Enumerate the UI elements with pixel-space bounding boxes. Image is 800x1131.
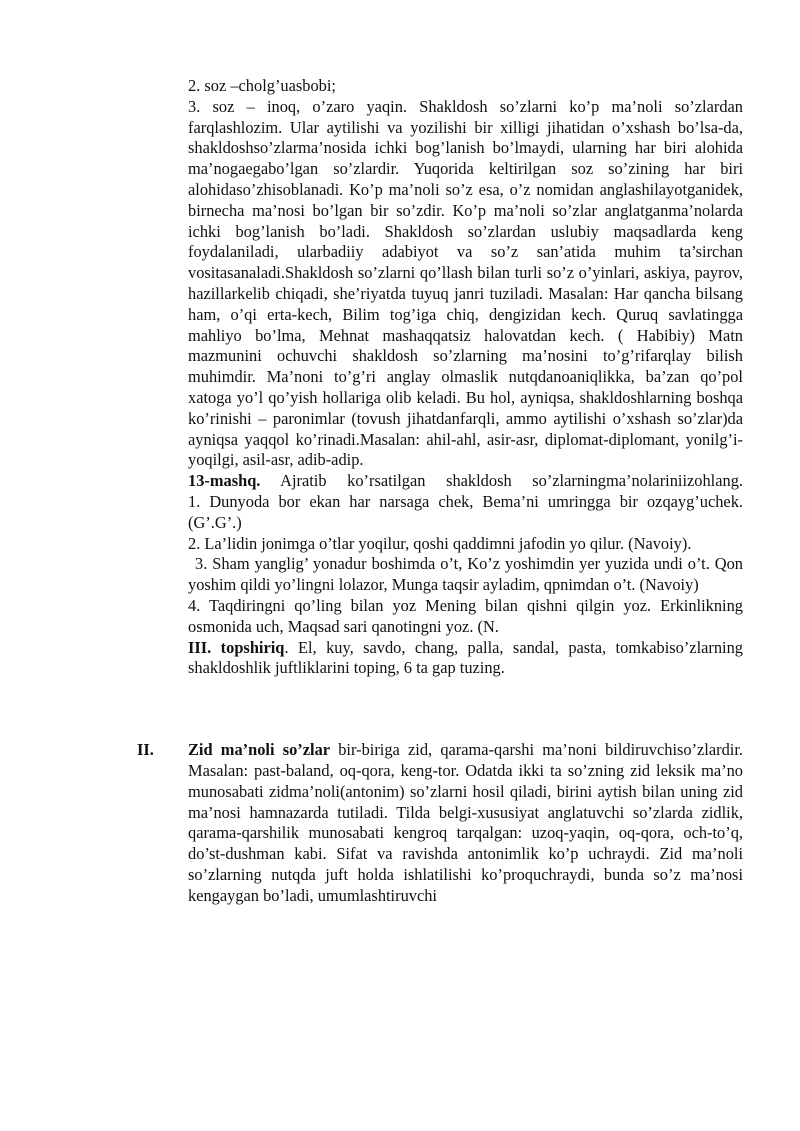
section-2 bbox=[137, 740, 743, 906]
task-3-text: . El, kuy, savdo, chang, palla, sandal, pasta, tomkabiso’zlarning shakldoshlik juftliklarini toping, 6 ta gap tuzing. bbox=[188, 637, 743, 678]
section-2-number: II. bbox=[137, 740, 154, 760]
exercise-item-2: 2. La’lidin jonimga o’tlar yoqilur, qoshi qaddimni jafodin yo qilur. (Navoiy). bbox=[188, 533, 692, 553]
list-item-2: 2. soz –cholg’uasbobi; bbox=[188, 76, 336, 95]
section-2-paragraph bbox=[188, 740, 743, 906]
exercise-item-4: 4. Taqdiringni qo’ling bilan yoz Mening bilan qishni qilgin yoz. Erkinlikning osmonida uch, Maqsad sari qanotingni yoz. (N. bbox=[188, 595, 743, 636]
list-item-3-explanation: 3. soz – inoq, o’zaro yaqin. Shakldosh so’zlarni ko’p ma’noli so’zlardan farqlashlozim. Ular aytilishi va yozilishi bir xilligi jihatidan o’xshash bo’lsa-da, shakldoshso’zlarma’nosida ichki bog’lanish bo’lmaydi, ularning har biri alohida ma’nogaegabo’lgan so’zlardir. Yuqorida keltirilgan soz so’zining har biri alohidaso’zhisoblanadi. Ko’p ma’noli so’z esa, o’z nomidan anglashilayotganidek, birnecha ma’nosi bo’lgan bir so’zdir. Ko’p ma’noli so’zlar anglatganma’nolarda ichki bog’lanish bo’ladi. Shakldosh so’zlardan uslubiy maqsadlarda keng foydalaniladi, ularbadiiy adabiyot va so’z san’atida muhim ta’sirchan vositasanaladi.Shakldosh so’zlarni qo’llash bilan turli so’z o’yinlari, askiya, payrov, hazillarkelib chiqadi, she’riyatda tuyuq janri tuziladi. Masalan: Har qancha bilsang ham, o’qi erta-kech, Bilim tog’iga chiq, dengizidan kech. Quruq savlatingga mahliyo bo’lma, Mehnat mashaqqatsiz halovatdan kech. ( Habibiy) Matn mazmunini ochuvchi shakldosh so’zlarning ma’nosini to’g’rifarqlay bilish muhimdir. Ma’noni to’g’ri anglay olmaslik nutqdanoaniqlikka, ba’zan qo’pol xatoga yo’l qo’yish hollariga olib keladi. Bu hol, ayniqsa, shakldoshlarning boshqa ko’rinishi – paronimlar (tovush jihatdanfarqli, ammo aytilishi o’xshash so’zlar)da ayniqsa yaqqol ko’rinadi.Masalan: ahil-ahl, asir-asr, diplomat-diplomant, yonilg’i-yoqilgi, asil-asr, adib-adip. bbox=[188, 96, 743, 470]
section-2-title: Zid ma’noli so’zlar bbox=[188, 740, 331, 760]
section-spacer bbox=[188, 679, 743, 740]
exercise-13-title: 13-mashq. bbox=[188, 471, 261, 491]
section-2-text: bir-biriga zid, qarama-qarshi ma’noni bildiruvchiso’zlardir. Masalan: past-baland, oq-qora, keng-tor. Odatda ikki ta so’zning zid leksik ma’no munosabati zidma’noli(antonim) so’zlarni hosil qiladi, birini aytish bilan uning zid ma’nosi hamnazarda tutiladi. Tilda belgi-xususiyat anglatuvchi so’zlarda zidlik, qarama-qarshilik munosabati kengroq tarqalgan: uzoq-yaqin, oq-qora, och-to’q, do’st-dushman kabi. Sifat va ravishda antonimlik ko’p uchraydi. Zid ma’noli so’zlarning nutqda juft holda ishlatilishi ko’proquchraydi, bunda so’z ma’nosi kengaygan bo’ladi, umumlashtiruvchi bbox=[188, 740, 743, 905]
task-3 bbox=[188, 638, 743, 680]
exercise-item-1: 1. Dunyoda bor ekan har narsaga chek, Bema’ni umringga bir ozqayg’uchek. (G’.G’.) bbox=[188, 491, 743, 532]
exercise-13-heading bbox=[188, 471, 743, 492]
exercise-13-instruction: Ajratib ko’rsatilgan shakldosh so’zlarningma’nolariniizohlang. bbox=[280, 471, 743, 491]
document-page bbox=[137, 76, 743, 906]
task-3-title: III. topshiriq bbox=[188, 637, 285, 657]
exercise-item-3: 3. Sham yanglig’ yonadur boshimda o’t, Ko’z yoshimdin yer yuzida undi o’t. Qon yoshim qildi yo’lingni lolazor, Munga taqsir ayladim, qpnimdan o’t. (Navoiy) bbox=[188, 554, 743, 595]
